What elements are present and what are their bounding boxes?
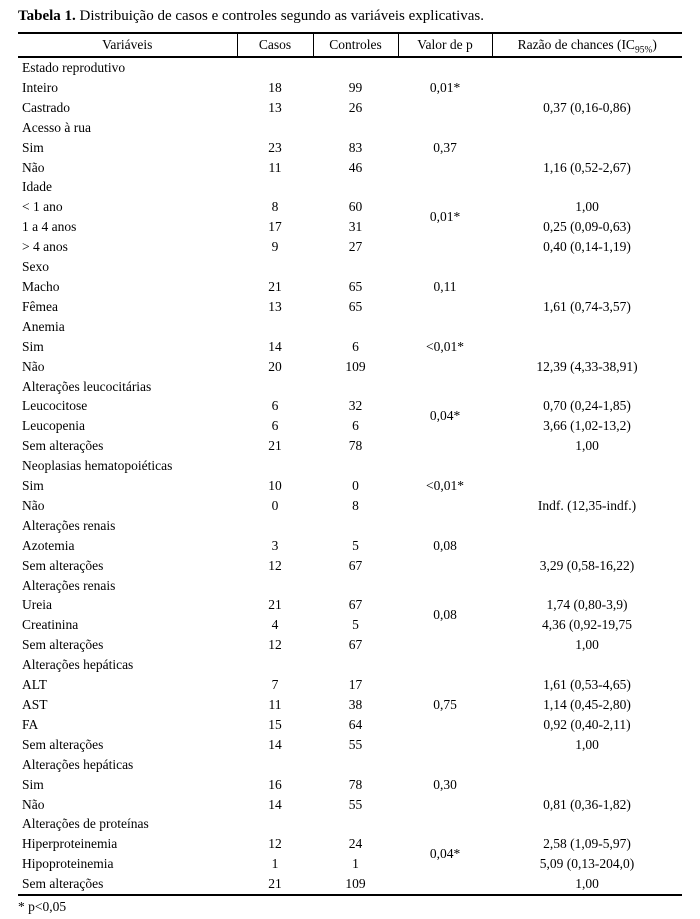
- casos-value: 18: [268, 79, 282, 95]
- group-row: [18, 377, 682, 397]
- odds-ratio-value: 5,09 (0,13-204,0): [539, 856, 635, 872]
- casos-value: 15: [268, 716, 282, 732]
- table-row: [18, 158, 682, 178]
- group-label: Estado reprodutivo: [22, 60, 126, 75]
- p-value: [398, 297, 492, 317]
- table-caption-text: Distribuição de casos e controles segundo as variáveis explicativas.: [75, 8, 485, 24]
- table-row: [18, 78, 682, 98]
- odds-ratio-value: 1,61 (0,53-4,65): [543, 677, 631, 693]
- p-value: [398, 735, 492, 755]
- group-label: Idade: [22, 179, 52, 195]
- table-row: [18, 854, 682, 874]
- row-label: Hiperproteinemia: [22, 836, 118, 852]
- row-label: 1 a 4 anos: [22, 219, 77, 235]
- odds-ratio-value: 0,81 (0,36-1,82): [543, 796, 631, 812]
- controles-value: 5: [352, 537, 359, 553]
- row-label: AST: [22, 697, 48, 712]
- group-row: [18, 317, 682, 337]
- odds-ratio-value: 1,14 (0,45-2,80): [543, 697, 631, 712]
- odds-ratio-value: 1,16 (0,52-2,67): [543, 159, 631, 175]
- row-label: < 1 ano: [22, 199, 63, 215]
- odds-ratio-value: 1,61 (0,74-3,57): [543, 298, 631, 314]
- odds-ratio-value: 0,40 (0,14-1,19): [543, 239, 631, 255]
- casos-value: 23: [268, 139, 282, 155]
- group-label: Alterações renais: [22, 517, 116, 533]
- group-label: Sexo: [22, 259, 49, 275]
- p-value: [398, 874, 492, 895]
- casos-value: 6: [271, 398, 279, 414]
- table-row: [18, 337, 682, 357]
- table-row: [18, 277, 682, 297]
- odds-ratio-value: 1,00: [575, 637, 599, 653]
- table-caption-number: Tabela 1.: [18, 8, 76, 24]
- casos-value: 14: [268, 338, 282, 354]
- row-label: Sim: [22, 478, 44, 494]
- group-row: [18, 456, 682, 476]
- controles-value: 38: [348, 697, 363, 712]
- col-header-casos: Casos: [237, 33, 313, 57]
- table-row: [18, 197, 682, 217]
- table-row: [18, 615, 682, 635]
- p-value: [398, 237, 492, 257]
- controles-value: 32: [348, 398, 363, 414]
- group-row: [18, 118, 682, 138]
- casos-value: 12: [268, 836, 282, 852]
- table-row: [18, 635, 682, 655]
- p-value: <0,01*: [426, 338, 464, 354]
- casos-value: 14: [268, 736, 282, 752]
- table-row: [18, 595, 682, 615]
- odds-ratio-value: 2,58 (1,09-5,97): [543, 836, 631, 852]
- table-row: [18, 556, 682, 576]
- table-row: [18, 217, 682, 237]
- casos-value: 3: [271, 537, 279, 553]
- group-label: Alterações renais: [22, 577, 116, 593]
- table-row: [18, 138, 682, 158]
- odds-ratio-value: [492, 775, 682, 795]
- row-label: Castrado: [22, 99, 70, 115]
- p-value: [398, 715, 492, 735]
- group-label: Alterações hepáticas: [22, 756, 134, 772]
- odds-ratio-value: 0,25 (0,09-0,63): [543, 219, 631, 235]
- casos-value: 6: [271, 418, 279, 434]
- p-value: 0,01*: [429, 79, 461, 95]
- table-row: [18, 98, 682, 118]
- row-label: Leucocitose: [22, 398, 88, 414]
- controles-value: 109: [345, 876, 366, 892]
- p-value: 0,04*: [429, 846, 461, 862]
- odds-ratio-value: 1,74 (0,80-3,9): [546, 597, 628, 613]
- group-row: [18, 755, 682, 775]
- casos-value: 7: [271, 677, 279, 693]
- p-value: 0,04*: [429, 408, 461, 424]
- controles-value: 67: [348, 557, 363, 573]
- row-label: Fêmea: [22, 298, 58, 314]
- p-value: 0,01*: [429, 209, 461, 225]
- controles-value: 6: [352, 418, 359, 434]
- odds-ratio-value: [492, 476, 682, 496]
- controles-value: 67: [348, 597, 363, 613]
- controles-value: 65: [348, 278, 363, 294]
- casos-value: 11: [268, 697, 282, 712]
- casos-value: 8: [271, 199, 279, 215]
- table-row: [18, 834, 682, 854]
- razao-header-suffix: ): [652, 37, 657, 52]
- group-row: [18, 177, 682, 197]
- group-label: Neoplasias hematopoiéticas: [22, 458, 173, 474]
- odds-ratio-value: 1,00: [575, 736, 599, 752]
- header-row: [18, 33, 682, 57]
- casos-value: 20: [268, 358, 282, 374]
- row-label: Sem alterações: [22, 637, 104, 653]
- row-label: Creatinina: [22, 617, 79, 633]
- odds-ratio-value: [492, 536, 682, 556]
- row-label: Sim: [22, 139, 44, 155]
- odds-ratio-value: 0,37 (0,16-0,86): [543, 99, 631, 115]
- table-row: [18, 735, 682, 755]
- table-row: [18, 357, 682, 377]
- casos-value: 9: [271, 239, 279, 255]
- row-label: FA: [22, 716, 39, 732]
- row-label: Não: [22, 497, 45, 513]
- controles-value: 1: [352, 856, 359, 872]
- casos-value: 4: [271, 617, 279, 633]
- row-label: Sem alterações: [22, 736, 104, 752]
- group-row: [18, 57, 682, 78]
- row-label: Sem alterações: [22, 557, 104, 573]
- casos-value: 0: [271, 497, 279, 513]
- casos-value: 11: [268, 159, 282, 175]
- table-body: [18, 57, 682, 895]
- odds-ratio-value: Indf. (12,35-indf.): [537, 497, 637, 513]
- casos-value: 21: [268, 278, 282, 294]
- p-value: <0,01*: [426, 478, 464, 494]
- table-row: [18, 237, 682, 257]
- controles-value: 78: [348, 438, 363, 454]
- footnote: * p<0,05: [18, 899, 67, 915]
- table-row: [18, 775, 682, 795]
- controles-value: 65: [348, 298, 363, 314]
- odds-ratio-value: 3,29 (0,58-16,22): [539, 557, 635, 573]
- p-value: [398, 795, 492, 815]
- p-value: [398, 635, 492, 655]
- group-label: Acesso à rua: [22, 119, 91, 135]
- controles-value: 17: [348, 677, 363, 693]
- casos-value: 13: [268, 99, 282, 115]
- controles-value: 55: [348, 736, 363, 752]
- row-label: Ureia: [22, 597, 52, 613]
- p-value: 0,11: [433, 278, 457, 294]
- data-table: [18, 32, 682, 896]
- controles-value: 78: [348, 776, 363, 792]
- odds-ratio-value: 0,70 (0,24-1,85): [543, 398, 631, 414]
- row-label: Sem alterações: [22, 876, 104, 892]
- row-label: Macho: [22, 278, 60, 294]
- table-row: [18, 795, 682, 815]
- row-label: > 4 anos: [22, 239, 68, 255]
- controles-value: 83: [348, 139, 363, 155]
- row-label: Sim: [22, 776, 44, 792]
- casos-value: 21: [268, 597, 282, 613]
- group-row: [18, 516, 682, 536]
- odds-ratio-value: [492, 277, 682, 297]
- table-row: [18, 536, 682, 556]
- p-value: [398, 436, 492, 456]
- group-row: [18, 655, 682, 675]
- controles-value: 27: [348, 239, 363, 255]
- table-row: [18, 715, 682, 735]
- group-label: Alterações leucocitárias: [22, 378, 152, 394]
- p-value: [398, 496, 492, 516]
- table-row: [18, 396, 682, 416]
- p-value: [398, 158, 492, 178]
- controles-value: 5: [352, 617, 359, 633]
- casos-value: 13: [268, 298, 282, 314]
- casos-value: 1: [271, 856, 279, 872]
- group-label: Anemia: [22, 318, 65, 334]
- row-label: Inteiro: [22, 79, 58, 95]
- razao-header-subscript: 95%: [634, 45, 653, 56]
- odds-ratio-value: 0,92 (0,40-2,11): [543, 716, 631, 732]
- odds-ratio-value: [492, 337, 682, 357]
- odds-ratio-value: 1,00: [575, 438, 599, 454]
- controles-value: 60: [348, 199, 363, 215]
- row-label: Não: [22, 796, 45, 812]
- table-row: [18, 297, 682, 317]
- table-caption: [18, 6, 682, 27]
- row-label: Não: [22, 358, 45, 374]
- controles-value: 6: [352, 338, 359, 354]
- controles-value: 31: [348, 219, 363, 235]
- table-row: [18, 496, 682, 516]
- group-row: [18, 576, 682, 596]
- row-label: Sim: [22, 338, 44, 354]
- casos-value: 12: [268, 637, 282, 653]
- p-value: [398, 98, 492, 118]
- odds-ratio-value: 12,39 (4,33-38,91): [536, 358, 638, 374]
- col-header-valor-de-p: Valor de p: [398, 33, 492, 57]
- casos-value: 12: [268, 557, 282, 573]
- controles-value: 46: [348, 159, 363, 175]
- table-row: [18, 675, 682, 695]
- p-value: [398, 675, 492, 695]
- razao-header-prefix: Razão de chances (IC: [517, 37, 635, 52]
- casos-value: 21: [268, 876, 282, 892]
- casos-value: 17: [268, 219, 282, 235]
- p-value: 0,30: [433, 776, 457, 792]
- table-row: [18, 436, 682, 456]
- p-value: [398, 556, 492, 576]
- col-header-variaveis: Variáveis: [18, 33, 237, 57]
- controles-value: 67: [348, 637, 363, 653]
- row-label: Leucopenia: [22, 418, 85, 434]
- p-value: 0,75: [433, 697, 457, 712]
- row-label: Hipoproteinemia: [22, 856, 114, 872]
- controles-value: 64: [348, 716, 363, 732]
- odds-ratio-value: [492, 78, 682, 98]
- casos-value: 21: [268, 438, 282, 454]
- controles-value: 24: [348, 836, 363, 852]
- odds-ratio-value: [492, 138, 682, 158]
- odds-ratio-value: 1,00: [575, 876, 599, 892]
- casos-value: 14: [268, 796, 282, 812]
- controles-value: 8: [352, 497, 359, 513]
- casos-value: 10: [268, 478, 282, 494]
- group-label: Alterações hepáticas: [22, 657, 134, 673]
- row-label: Não: [22, 159, 45, 175]
- controles-value: 109: [345, 358, 366, 374]
- col-header-razao-de-chances: [492, 33, 682, 57]
- controles-value: 55: [348, 796, 363, 812]
- row-label: Sem alterações: [22, 438, 104, 454]
- table-row: [18, 695, 682, 715]
- table-row: [18, 874, 682, 895]
- row-label: ALT: [22, 677, 48, 693]
- table-row: [18, 416, 682, 436]
- col-header-controles: Controles: [313, 33, 398, 57]
- row-label: Azotemia: [22, 537, 75, 553]
- group-label: Alterações de proteínas: [22, 816, 149, 832]
- odds-ratio-value: 3,66 (1,02-13,2): [543, 418, 631, 434]
- group-row: [18, 814, 682, 834]
- casos-value: 16: [268, 776, 282, 792]
- controles-value: 99: [348, 79, 363, 95]
- group-row: [18, 257, 682, 277]
- p-value: [398, 357, 492, 377]
- p-value: 0,08: [433, 537, 457, 553]
- p-value: 0,37: [433, 139, 457, 155]
- controles-value: 0: [352, 478, 359, 494]
- document-page: [18, 6, 682, 916]
- p-value: 0,08: [433, 607, 457, 623]
- table-row: [18, 476, 682, 496]
- controles-value: 26: [348, 99, 363, 115]
- odds-ratio-value: 1,00: [575, 199, 599, 215]
- odds-ratio-value: 4,36 (0,92-19,75: [542, 617, 632, 633]
